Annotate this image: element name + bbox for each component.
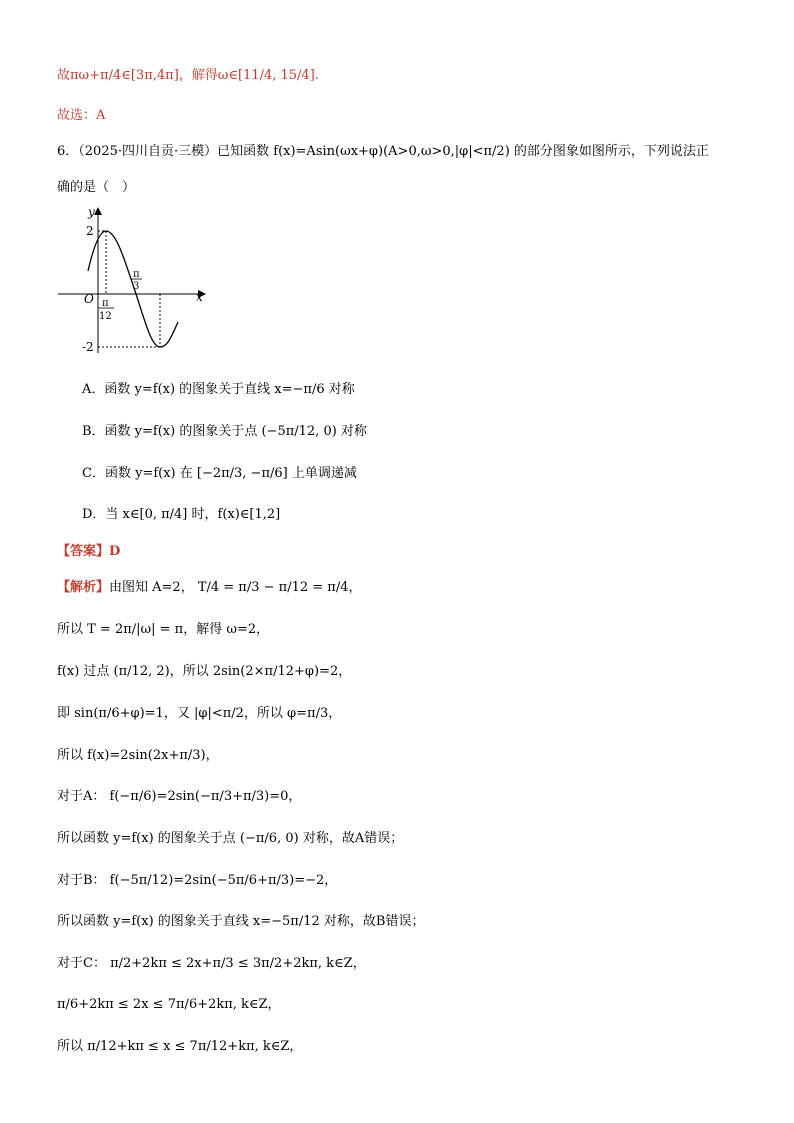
step-4: 所以 f(x)=2sin(2x+π/3)， (57, 748, 219, 763)
step-1: 所以 T = 2π/|ω| = π，解得 ω=2， (57, 622, 270, 637)
answer-label: 【答案】D (57, 544, 121, 559)
step-10: π/6+2kπ ≤ 2x ≤ 7π/6+2kπ, k∈Z， (57, 997, 281, 1012)
prev-solution-line: 故πω+π/4∈[3π,4π]，解得ω∈[11/4, 15/4]. (57, 68, 319, 83)
pi3-num: π (133, 269, 140, 280)
prev-answer-choice: 故选：A (57, 108, 106, 123)
pi12-den: 12 (99, 311, 112, 322)
y-max-label: 2 (86, 224, 94, 238)
option-c: C．函数 y=f(x) 在 [−2π/3, −π/6] 上单调递减 (82, 466, 357, 481)
pi3-den: 3 (133, 281, 140, 292)
step-2: f(x) 过点 (π/12, 2)，所以 2sin(2×π/12+φ)=2， (57, 664, 352, 679)
function-graph (58, 203, 218, 363)
step-6: 所以函数 y=f(x) 的图象关于点 (−π/6, 0) 对称，故A错误； (57, 831, 404, 846)
analysis-text: 由图知 A=2， T/4 = π/3 − π/12 = π/4， (109, 580, 362, 595)
origin-label: O (84, 292, 94, 306)
step-8: 所以函数 y=f(x) 的图象关于直线 x=−5π/12 对称，故B错误； (57, 914, 425, 929)
option-a: A．函数 y=f(x) 的图象关于直线 x=−π/6 对称 (82, 382, 355, 397)
question-6-stem: 6．（2025·四川自贡·三模）已知函数 f(x)=Asin(ωx+φ)(A>0,ω>0,|φ|<π/2) 的部分图象如图所示，下列说法正 (57, 144, 709, 159)
step-3: 即 sin(π/6+φ)=1，又 |φ|<π/2，所以 φ=π/3， (57, 706, 342, 721)
option-b: B．函数 y=f(x) 的图象关于点 (−5π/12, 0) 对称 (82, 424, 367, 439)
analysis-tag: 【解析】 (57, 580, 110, 595)
question-6-stem-cont: 确的是（ ） (57, 180, 136, 195)
step-11: 所以 π/12+kπ ≤ x ≤ 7π/12+kπ, k∈Z， (57, 1039, 303, 1054)
step-7: 对于B： f(−5π/12)=2sin(−5π/6+π/3)=−2， (57, 873, 338, 888)
analysis-line-1 (57, 578, 361, 598)
x-axis-label: x (196, 290, 203, 304)
pi12-num: π (102, 298, 109, 309)
option-d: D．当 x∈[0, π/4] 时，f(x)∈[1,2] (82, 507, 281, 522)
step-9: 对于C： π/2+2kπ ≤ 2x+π/3 ≤ 3π/2+2kπ, k∈Z， (57, 956, 366, 971)
step-5: 对于A： f(−π/6)=2sin(−π/3+π/3)=0， (57, 789, 302, 804)
y-axis-label: y (88, 205, 95, 219)
y-min-label: -2 (82, 340, 94, 354)
